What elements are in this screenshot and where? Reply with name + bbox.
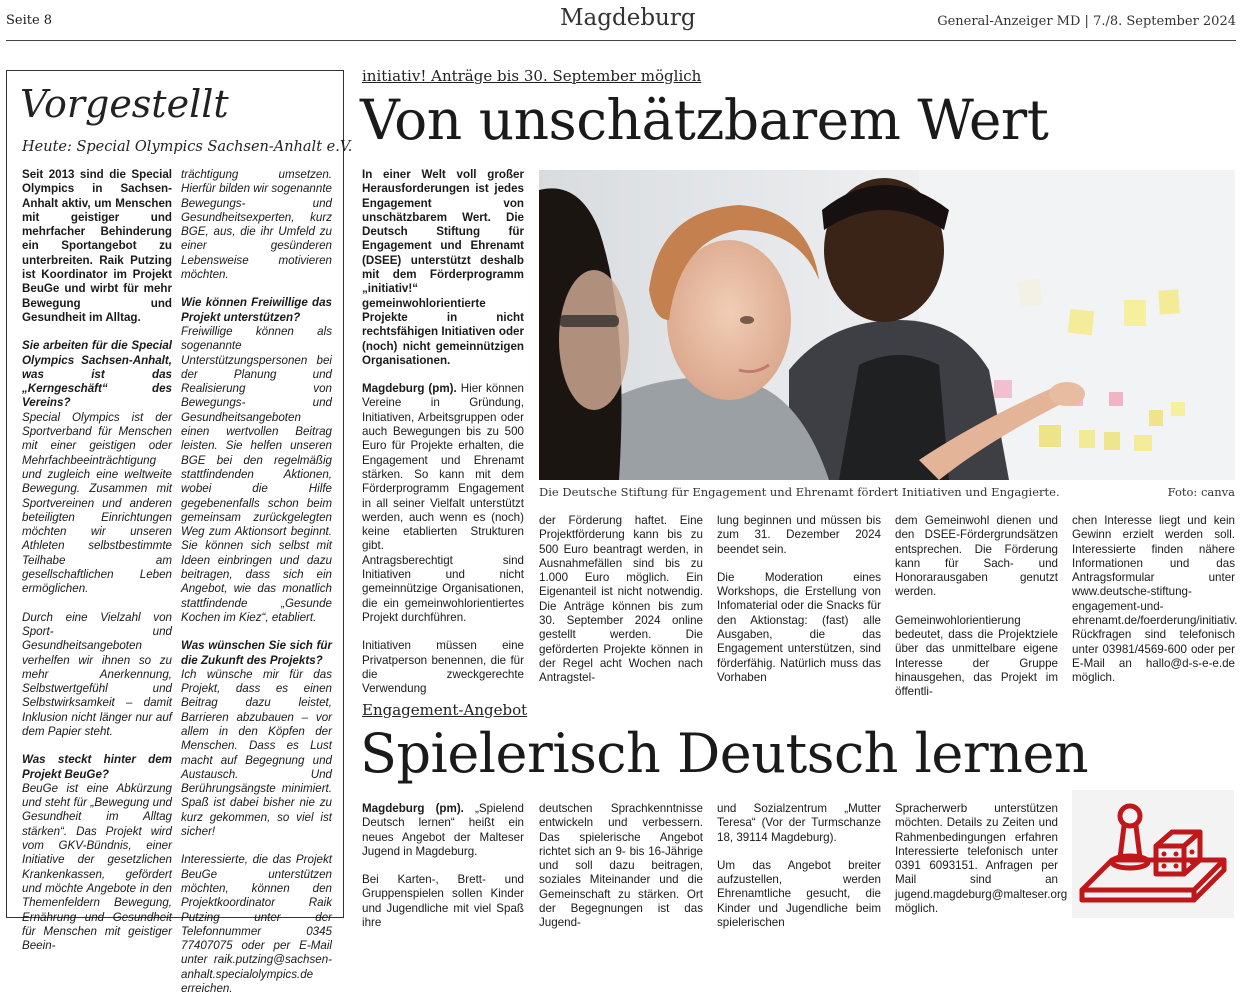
article1-c4a: dem Gemeinwohl dienen und den DSEE-Fördergrundsätzen entsprechen. Die Förderung kann für Sach- und Honorarausgaben genutzt werden. bbox=[895, 514, 1058, 599]
article2-c1b: Bei Karten-, Brett- und Gruppenspielen sollen Kinder und Jugendliche mit viel Spaß ihre bbox=[362, 873, 524, 930]
answer-4: Ich wünsche mir für das Projekt, dass es einen Beitrag dazu leistet, Barrieren abzubauen – vor allem in den Köpfen der Menschen. Dass es Lust macht auf Begegnung und Austausch. Und Berührungsängste minimiert. Spaß ist dabei bisher nie zu kurz gekommen, so viel ist sicher! bbox=[181, 667, 332, 839]
photo-illustration bbox=[539, 170, 1235, 480]
article2-c3b: Um das Angebot breiter aufzustellen, werden Ehrenamtliche gesucht, die Kinder und Jugendliche beim spielerischen bbox=[717, 858, 881, 930]
sidebar-lead: Seit 2013 sind die Special Olympics in Sachsen-Anhalt aktiv, um Menschen mit geistiger und mehrfacher Behinderung ein Sportangebot zu unterbreiten. Raik Putzing ist Koordinator im Projekt BeuGe und wirbt für mehr Bewegung und Gesundheit im Alltag. bbox=[22, 168, 172, 324]
question-4: Was wünschen Sie sich für die Zukunft des Projekts? bbox=[181, 639, 332, 667]
article2-column-3 bbox=[717, 802, 881, 930]
article1-c3a: lung beginnen und müssen bis zum 31. Dezember 2024 beendet sein. bbox=[717, 514, 881, 556]
article2-column-4 bbox=[895, 802, 1068, 916]
sidebar-column-1 bbox=[22, 168, 172, 953]
answer-5: Interessierte, die das Projekt BeuGe unterstützen möchten, können den Projektkoordinator Raik Putzing unter der Telefonnummer 0345 77407075 oder per E-Mail unter raik.putzing@sachsen-anhalt.specialolympics.de erreichen. bbox=[181, 853, 332, 996]
article1-p1 bbox=[362, 382, 524, 554]
article2-dateline: Magdeburg (pm). bbox=[362, 802, 464, 815]
answer-2-continued: trächtigung umsetzen. Hierfür bilden wir sogenannte Bewegungs- und Gesundheitsexperten, kurz BGE, aus, die ihr Umfeld zu einer gesünderen Lebensweise motivieren möchten. bbox=[181, 168, 332, 282]
answer-1: Special Olympics ist der Sportverband für Menschen mit einer geistigen oder Mehrfachbeeinträchtigung und zugleich eine weltweite Bewegung. Zusammen mit Sportvereinen und anderen beteiligten Einrichtungen möchten wir unseren Athleten selbstbestimmte Teilhabe am gesellschaftlichen Leben ermöglichen. bbox=[22, 410, 172, 596]
article2-c1a-text: „Spielend Deutsch lernen“ heißt ein neues Angebot der Malteser Jugend in Magdeburg. bbox=[362, 802, 524, 858]
article2-kicker: Engagement-Angebot bbox=[362, 701, 528, 719]
article1-column-3 bbox=[717, 514, 881, 685]
article1-kicker: initiativ! Anträge bis 30. September möglich bbox=[362, 67, 702, 85]
article1-c2: der Förderung haftet. Eine Projektförderung kann bis zu 500 Euro beantragt werden, in Ausnahmefällen sind bis zu 1.000 Euro möglich. Ein Eigenanteil ist nicht notwendig. Die Anträge können bis zum 30. September 2024 online gestellt werden. Die geförderten Projekte können in der Regel acht Wochen nach Antragstel- bbox=[539, 514, 703, 685]
sidebar-title: Vorgestellt bbox=[20, 82, 229, 126]
article1-column-2 bbox=[539, 514, 703, 686]
sidebar-column-2 bbox=[181, 168, 332, 996]
article2-column-1 bbox=[362, 802, 524, 930]
board-game-icon-graphic bbox=[1072, 790, 1234, 918]
question-3: Wie können Freiwillige das Projekt unterstützen? bbox=[181, 296, 332, 324]
article1-c5: chen Interesse liegt und kein Gewinn erzielt werden soll. Interessierte finden nähere Informationen und das Antragsformular unter www.deutsche-stiftung-engagement-und-ehrenamt.de/foerderung/initiativ. Rückfragen sind telefonisch unter 03981/4569-600 oder per E-Mail an hallo@d-s-e-e.de möglich. bbox=[1072, 514, 1238, 685]
article1-lead: In einer Welt voll großer Herausforderungen ist jedes Engagement von unschätzbarem Wert. Die Deutsch Stiftung für Engagement und Ehrenamt (DSEE) unterstützt deshalb mit dem Förderprogramm „initiativ!“ gemeinwohlorientierte Projekte in nicht rechtsfähigen Initiativen oder (noch) nicht gemeinnützigen Organisationen. bbox=[362, 168, 524, 367]
article1-c4b: Gemeinwohlorientierung bedeutet, dass die Projektziele über das unmittelbare eigene Interesse der Gruppe hinausgehen, das Projekt im öffentli- bbox=[895, 613, 1058, 699]
article2-column-2 bbox=[539, 802, 703, 931]
article1-photo bbox=[539, 170, 1235, 480]
article1-p1-text: Hier können Vereine in Gründung, Initiativen, Arbeitsgruppen oder auch Bewegungen bis zu 500 Euro für Projekte erhalten, die Engagement und Ehrenamt stärken. So kann mit dem Förderprogramm Engagement in all seiner Vielfalt unterstützt werden, auch wenn es (noch) keine etablierten Strukturen gibt. bbox=[362, 382, 525, 553]
article1-c3b: Die Moderation eines Workshops, die Erstellung von Infomaterial oder die Snacks für den Aktionstag: (fast) alle Ausgaben, die das Engagement unterstützen, sind förderfähig. Natürlich muss das Vorhaben bbox=[717, 570, 881, 684]
section-title: Magdeburg bbox=[560, 5, 696, 31]
article1-p3: Initiativen müssen eine Privatperson benennen, die für die zweckgerechte Verwendung bbox=[362, 639, 524, 696]
sidebar-subtitle: Heute: Special Olympics Sachsen-Anhalt e.V. bbox=[22, 139, 353, 155]
article1-p2: Antragsberechtigt sind Initiativen und nicht gemeinnützige Organisationen, die ein gemeinwohlorientiertes Projekt durchführen. bbox=[362, 553, 524, 624]
article1-headline: Von unschätzbarem Wert bbox=[360, 88, 1049, 152]
article1-dateline: Magdeburg (pm). bbox=[362, 382, 457, 396]
article1-column-4 bbox=[895, 514, 1058, 700]
question-1: Sie arbeiten für die Special Olympics Sachsen-Anhalt, was ist das „Kerngeschäft“ des Vereins? bbox=[22, 339, 172, 410]
photo-caption: Die Deutsche Stiftung für Engagement und Ehrenamt fördert Initiativen und Engagierte. bbox=[539, 485, 1060, 499]
paper-info: General-Anzeiger MD | 7./8. September 2024 bbox=[937, 14, 1236, 29]
article2-c2: deutschen Sprachkenntnisse entwickeln und verbessern. Das spielerische Angebot richtet sich an 9- bis 16-Jährige und soll dazu beitragen, soziales Miteinander und die Gemeinschaft zu stärken. Ort der Begegnungen ist das Jugend- bbox=[539, 802, 703, 930]
answer-3: Freiwillige können als sogenannte Unterstützungspersonen bei der Planung und Realisierung von Bewegungs- und Gesundheitsangeboten einen wertvollen Beitrag leisten. Sie helfen unseren BGE bei den regelmäßig stattfindenden Aktionen, wobei die Hilfe gegebenenfalls schon beim gemeinsam zurückgelegten Weg zum Aktionsort beginnt. Sie können sich selbst mit Ideen einbringen und dazu beitragen, dass sich ein Angebot, wie das monatlich stattfindende „Gesunde Kochen im Kiez“, etabliert. bbox=[181, 324, 332, 624]
article1-column-5 bbox=[1072, 514, 1238, 686]
question-2: Was steckt hinter dem Projekt BeuGe? bbox=[22, 753, 172, 781]
article2-c1a bbox=[362, 802, 524, 859]
page-number: Seite 8 bbox=[6, 13, 53, 28]
header-rule bbox=[6, 40, 1236, 41]
article2-c4: Spracherwerb unterstützen möchten. Details zu Zeiten und Rahmenbedingungen erfahren Interessierte telefonisch unter 0391 6093151. Anfragen per Mail sind an jugend.magdeburg@malteser.org möglich. bbox=[895, 802, 1068, 916]
answer-1b: Durch eine Vielzahl von Sport- und Gesundheitsangeboten verhelfen wir ihnen so zu mehr Anerkennung, Selbstwertgefühl und Selbstwirksamkeit – damit Inklusion nicht länger nur auf dem Papier steht. bbox=[22, 610, 172, 738]
article2-c3a: und Sozialzentrum „Mutter Teresa“ (Vor der Turmschanze 18, 39114 Magdeburg). bbox=[717, 802, 881, 844]
answer-2: BeuGe ist eine Abkürzung und steht für „Bewegung und Gesundheit im Alltag stärken“. Das Projekt wird vom GKV-Bündnis, einer Initiative der gesetzlichen Krankenkassen, gefördert und möchte Angebote in den Themenfeldern Bewegung, Ernährung und Gesundheit für Menschen mit geistiger Beein- bbox=[22, 781, 172, 953]
board-game-icon bbox=[1072, 790, 1234, 918]
photo-credit: Foto: canva bbox=[1167, 485, 1235, 499]
article1-column-1 bbox=[362, 168, 524, 696]
article2-headline: Spielerisch Deutsch lernen bbox=[360, 722, 1089, 785]
